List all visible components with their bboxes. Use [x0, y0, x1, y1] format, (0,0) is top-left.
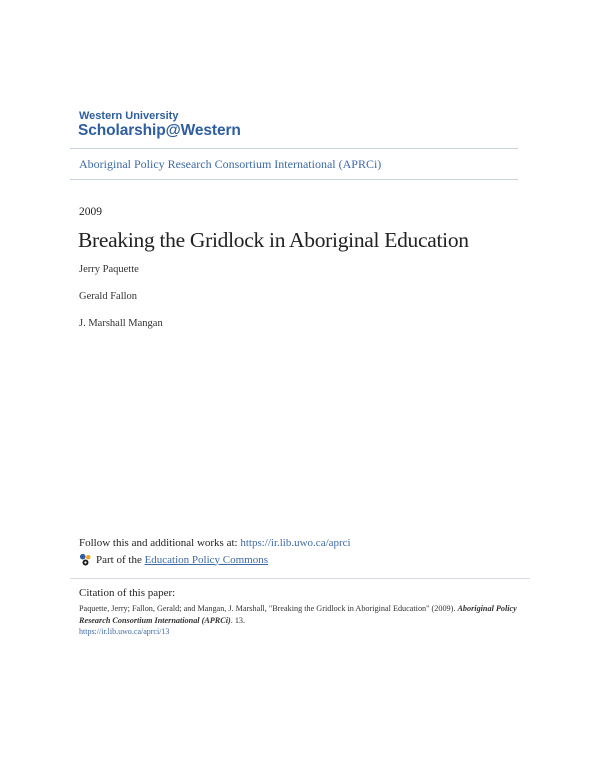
citation-url-link[interactable]: https://ir.lib.uwo.ca/aprci/13 [79, 627, 170, 636]
citation-authors-title: Paquette, Jerry; Fallon, Gerald; and Mangan, J. Marshall, "Breaking the Gridlock in Aboriginal Education" (2009). [79, 604, 458, 613]
paper-title: Breaking the Gridlock in Aboriginal Education [78, 228, 469, 252]
header-divider-top [70, 148, 518, 149]
part-of-prefix: Part of the [96, 553, 142, 566]
part-of-line [79, 553, 268, 566]
repository-name[interactable]: Scholarship@Western [78, 122, 241, 139]
citation-text [79, 603, 519, 627]
commons-network-icon [79, 553, 92, 566]
citation-heading: Citation of this paper: [79, 587, 176, 599]
institution-name: Western University [79, 110, 179, 122]
follow-line [79, 537, 351, 549]
author-1: Jerry Paquette [79, 264, 139, 275]
citation-series: Aboriginal Policy Research Consortium International (APRCi) [79, 604, 517, 625]
author-3: J. Marshall Mangan [79, 318, 163, 329]
citation-divider [70, 578, 530, 579]
follow-prefix: Follow this and additional works at: [79, 537, 241, 549]
publication-year: 2009 [79, 206, 102, 218]
collection-url-link[interactable]: https://ir.lib.uwo.ca/aprci [240, 537, 351, 549]
author-2: Gerald Fallon [79, 291, 138, 302]
education-policy-commons-link[interactable]: Education Policy Commons [144, 553, 269, 566]
series-link[interactable]: Aboriginal Policy Research Consortium International (APRCi) [79, 157, 382, 171]
header-divider-bottom [70, 179, 518, 180]
citation-number: . 13. [230, 616, 246, 625]
